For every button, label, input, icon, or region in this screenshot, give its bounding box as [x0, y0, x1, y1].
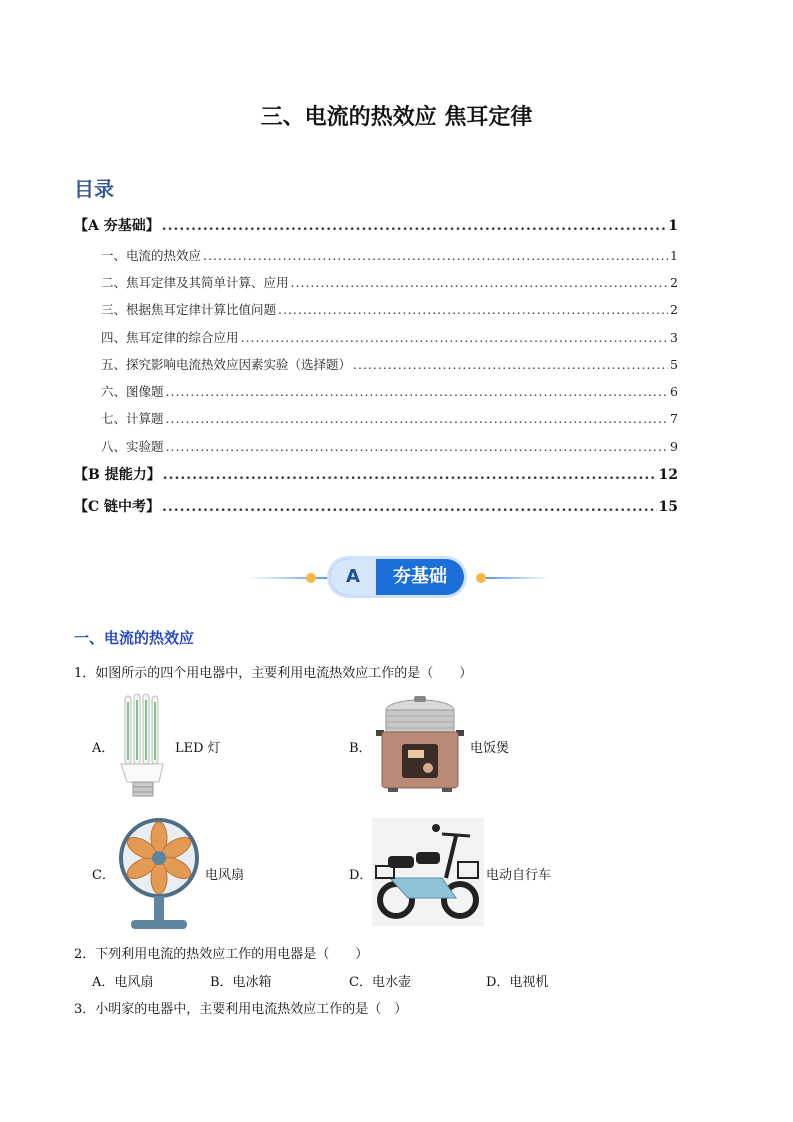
toc-page-number: 12 — [658, 467, 678, 483]
section-banner — [228, 553, 568, 603]
option-a-letter: A． — [92, 741, 115, 756]
toc-page-number: 9 — [670, 439, 678, 454]
toc-entry-label: 一、电流的热效应 — [101, 248, 202, 263]
toc-entry-2[interactable] — [101, 273, 678, 291]
toc-page-number: 7 — [670, 411, 678, 426]
option-c-label: 电风扇 — [205, 868, 245, 883]
toc-leader-dots — [166, 439, 668, 454]
toc-entry-label: 八、实验题 — [101, 439, 164, 454]
toc-leader-dots — [278, 302, 668, 317]
toc-leader-dots — [163, 467, 657, 483]
toc-entry-label: 【B 提能力】 — [74, 467, 161, 483]
banner-dot-right — [476, 573, 486, 583]
toc-leader-dots — [291, 275, 668, 290]
toc-entry-label: 七、计算题 — [101, 411, 164, 426]
toc-page-number: 2 — [670, 302, 678, 317]
option-d-letter: D． — [349, 868, 373, 883]
question-2-choice-d[interactable]: D．电视机 — [486, 975, 549, 990]
toc-page-number: 3 — [670, 330, 678, 345]
option-b-letter: B． — [349, 741, 372, 756]
toc-page-number: 6 — [670, 384, 678, 399]
toc-entry-label: 二、焦耳定律及其简单计算、应用 — [101, 275, 289, 290]
toc-page-number: 1 — [670, 248, 678, 263]
toc-entry-b[interactable] — [74, 464, 678, 484]
question-2-stem: 2．下列利用电流的热效应工作的用电器是（ ） — [74, 947, 369, 962]
toc-leader-dots — [241, 330, 668, 345]
toc-leader-dots — [166, 384, 668, 399]
option-b-label: 电饭煲 — [470, 741, 510, 756]
toc-entry-7[interactable] — [101, 409, 678, 427]
toc-leader-dots — [353, 357, 668, 372]
toc-entry-label: 六、图像题 — [101, 384, 164, 399]
banner-letter: A — [330, 559, 376, 595]
page-title: 三、电流的热效应 焦耳定律 — [260, 105, 533, 130]
question-2-choice-b[interactable]: B．电冰箱 — [210, 975, 272, 990]
toc-entry-1[interactable] — [101, 246, 678, 264]
led-bulb-icon — [115, 692, 171, 800]
question-1-stem: 1．如图所示的四个用电器中，主要利用电流热效应工作的是（ ） — [74, 666, 473, 681]
toc-entry-6[interactable] — [101, 382, 678, 400]
toc-page-number: 15 — [658, 499, 678, 515]
toc-entry-label: 五、探究影响电流热效应因素实验（选择题） — [101, 357, 352, 372]
toc-page-number: 2 — [670, 275, 678, 290]
electric-bike-icon — [372, 818, 484, 926]
banner-line-left — [248, 577, 336, 579]
toc-heading: 目录 — [74, 177, 114, 201]
toc-page-number: 1 — [668, 218, 678, 234]
toc-entry-label: 四、焦耳定律的综合应用 — [101, 330, 239, 345]
toc-leader-dots — [162, 499, 656, 515]
toc-entry-8[interactable] — [101, 437, 678, 455]
toc-entry-c[interactable] — [74, 496, 678, 516]
banner-text: 夯基础 — [393, 566, 447, 587]
question-3-stem: 3．小明家的电器中，主要利用电流热效应工作的是（ ） — [74, 1002, 408, 1017]
question-2-choice-a[interactable]: A．电风扇 — [92, 975, 154, 990]
electric-fan-icon — [115, 814, 203, 932]
option-a-label: LED 灯 — [175, 741, 221, 756]
toc-entry-a[interactable] — [74, 215, 678, 235]
toc-entry-label: 【A 夯基础】 — [74, 218, 160, 234]
toc-entry-3[interactable] — [101, 300, 678, 318]
banner-pill — [330, 559, 464, 595]
option-d-label: 电动自行车 — [486, 868, 552, 883]
toc-entry-5[interactable] — [101, 355, 678, 373]
question-2-choice-c[interactable]: C．电水壶 — [349, 975, 411, 990]
toc-leader-dots — [162, 218, 667, 234]
section-heading: 一、电流的热效应 — [74, 629, 195, 647]
toc-leader-dots — [166, 411, 668, 426]
option-c-letter: C． — [92, 868, 115, 883]
toc-entry-4[interactable] — [101, 328, 678, 346]
toc-entry-label: 三、根据焦耳定律计算比值问题 — [101, 302, 277, 317]
toc-leader-dots — [203, 248, 668, 263]
toc-entry-label: 【C 链中考】 — [74, 499, 161, 515]
toc-page-number: 5 — [670, 357, 678, 372]
banner-line-right — [480, 577, 550, 579]
banner-dot-left — [306, 573, 316, 583]
rice-cooker-icon — [372, 696, 468, 794]
